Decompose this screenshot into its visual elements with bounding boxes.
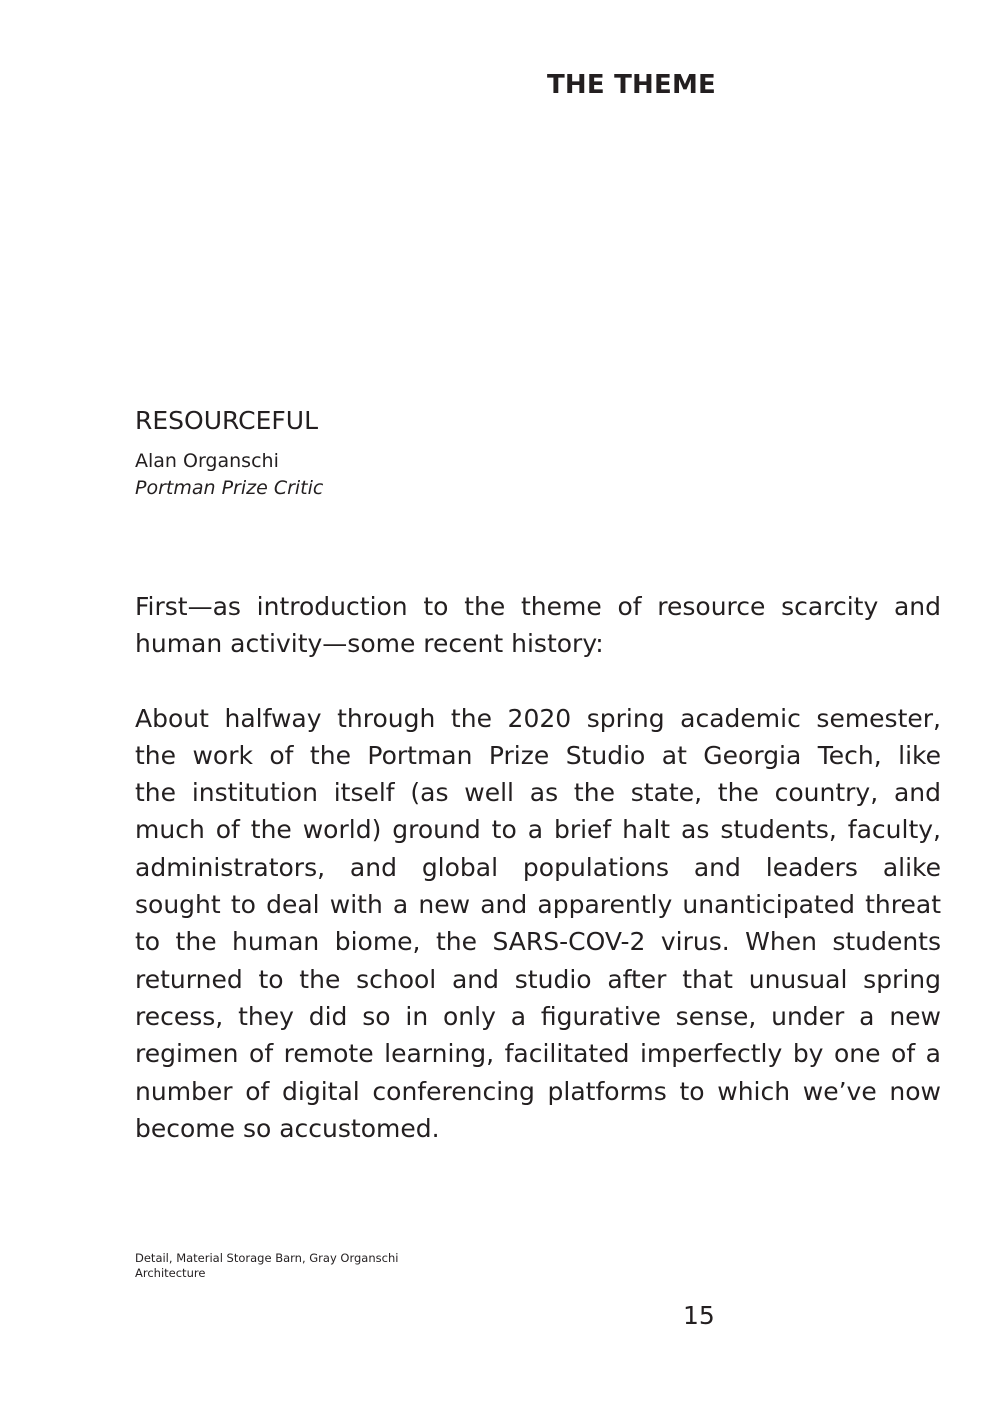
text-line: regimen of remote learning, facilitated imperfectly by one of a: [135, 1039, 941, 1069]
page-number: 15: [683, 1301, 715, 1330]
text-line: much of the world) ground to a brief halt as students, faculty,: [135, 815, 941, 845]
text-line: to the human biome, the SARS-COV-2 virus. When students: [135, 927, 941, 957]
text-line: sought to deal with a new and apparently unanticipated threat: [135, 890, 941, 920]
article-body: [135, 588, 941, 1147]
text-line: become so accustomed.: [135, 1113, 440, 1143]
text-line: returned to the school and studio after that unusual spring: [135, 964, 941, 994]
caption-line: Architecture: [135, 1266, 206, 1280]
text-line: the institution itself (as well as the state, the country, and: [135, 778, 941, 808]
text-line: recess, they did so in only a figurative sense, under a new: [135, 1001, 941, 1031]
text-line: About halfway through the 2020 spring academic semester,: [135, 703, 941, 733]
main-paragraph: [135, 700, 941, 1148]
author-role: Portman Prize Critic: [135, 477, 324, 499]
text-line: number of digital conferencing platforms to which we’ve now: [135, 1076, 941, 1106]
text-line: human activity—some recent history:: [135, 629, 604, 659]
text-line: the work of the Portman Prize Studio at Georgia Tech, like: [135, 740, 941, 770]
caption-line: Detail, Material Storage Barn, Gray Organschi: [135, 1251, 399, 1265]
text-line: First—as introduction to the theme of resource scarcity and: [135, 592, 941, 621]
intro-paragraph: [135, 588, 941, 663]
author-name: Alan Organschi: [135, 450, 279, 472]
article-title: RESOURCEFUL: [135, 406, 318, 435]
image-caption: [135, 1251, 435, 1281]
section-header: THE THEME: [547, 70, 716, 100]
text-line: administrators, and global populations and leaders alike: [135, 852, 941, 882]
